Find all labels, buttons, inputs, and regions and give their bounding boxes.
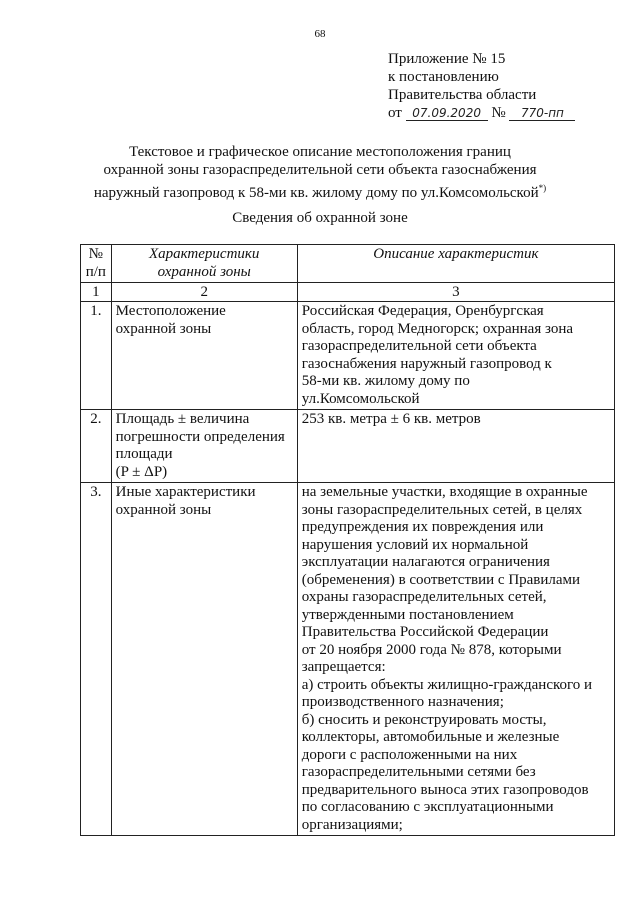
row-description-line: Российская Федерация, Оренбургская (301, 303, 544, 319)
page-number: 68 (314, 28, 326, 40)
row-description-line: от 20 ноября 2000 года № 878, которыми (301, 641, 562, 658)
appendix-line-2: к постановлению (388, 69, 499, 85)
row-description-line: ул.Комсомольской (301, 390, 420, 407)
row-characteristic (111, 410, 297, 483)
row-description-line: (обременения) в соответствии с Правилами (301, 571, 581, 588)
row-description-line: а) строить объекты жилищно-гражданского и (301, 676, 593, 693)
row-description (297, 483, 614, 836)
document-title (0, 143, 640, 202)
row-characteristic-line: Иные характеристики (115, 484, 256, 500)
header-characteristics-line-1: Характеристики (148, 246, 260, 262)
appendix-line-1: Приложение № 15 (388, 51, 506, 67)
row-description-line: на земельные участки, входящие в охранные (301, 484, 588, 500)
appendix-line-3: Правительства области (388, 87, 537, 103)
row-description-line: газораспределительной сети объекта (301, 338, 537, 354)
row-characteristic-line: охранной зоны (115, 501, 212, 518)
row-characteristic (111, 483, 297, 836)
table-row (81, 410, 615, 483)
row-description-line: охраны газораспределительных сетей, (301, 589, 547, 605)
row-description-line: организациями; (301, 816, 403, 833)
column-number-row (81, 283, 615, 302)
title-line-1: Текстовое и графическое описание местоположения границ (129, 144, 511, 160)
column-number-3: 3 (297, 283, 614, 302)
protection-zone-table (80, 244, 615, 836)
row-description-line: Правительства Российской Федерации (301, 624, 549, 640)
title-line-2: охранной зоны газораспределительной сети объекта газоснабжения (103, 162, 537, 178)
header-number-line-1: № (88, 246, 103, 262)
row-description-line: запрещается: (301, 659, 386, 675)
header-characteristics-line-2: охранной зоны (157, 263, 251, 280)
row-description-line: предварительного выноса этих газопроводов (301, 781, 589, 798)
column-number-1: 1 (81, 283, 112, 302)
row-description-line: коллекторы, автомобильные и железные (301, 729, 560, 745)
row-description-line: предупреждения их повреждения или (301, 519, 544, 535)
footnote-mark: *) (538, 183, 547, 193)
section-title: Сведения об охранной зоне (232, 210, 408, 226)
header-number (81, 245, 112, 283)
row-description (297, 302, 614, 410)
header-description: Описание характеристик (297, 245, 614, 283)
row-description-line: газоснабжения наружный газопровод к (301, 355, 552, 372)
row-description-line: 58-ми кв. жилому дому по (301, 373, 470, 389)
row-description-line: эксплуатации налагаются ограничения (301, 554, 550, 570)
row-description-line: нарушения условий их нормальной (301, 536, 529, 553)
row-description (297, 410, 614, 483)
row-description-line: область, город Медногорск; охранная зона (301, 320, 574, 337)
row-characteristic (111, 302, 297, 410)
row-description-line: по согласованию с эксплуатационными (301, 799, 554, 815)
appendix-block (388, 50, 575, 122)
appendix-date-line (388, 104, 575, 122)
row-characteristic-line: (P ± ΔP) (115, 463, 168, 480)
row-description-line: б) сносить и реконструировать мосты, (301, 711, 547, 728)
table-row (81, 483, 615, 836)
row-description-line: утвержденными постановлением (301, 606, 514, 623)
row-characteristic-line: площади (115, 446, 173, 462)
title-line-3-text: наружный газопровод к 58-ми кв. жилому дому по ул.Комсомольской (93, 185, 539, 201)
row-description-line: зоны газораспределительных сетей, в целях (301, 501, 583, 518)
row-number: 2. (81, 410, 112, 483)
column-number-2: 2 (111, 283, 297, 302)
row-description-line: газораспределительными сетями без (301, 764, 536, 780)
row-number: 1. (81, 302, 112, 410)
title-line-3 (0, 179, 640, 202)
row-characteristic-line: погрешности определения (115, 428, 285, 445)
number-label: № (491, 105, 506, 121)
handwritten-date: 07.09.2020 (406, 107, 488, 121)
from-label: от (388, 105, 402, 121)
header-number-line-2: п/п (85, 263, 106, 280)
row-description-line: дороги с расположенными на них (301, 746, 518, 763)
row-characteristic-line: Местоположение (115, 303, 226, 319)
row-description-line: производственного назначения; (301, 694, 504, 710)
table-row (81, 302, 615, 410)
handwritten-number: 770-пп (509, 107, 575, 121)
row-number: 3. (81, 483, 112, 836)
row-characteristic-line: Площадь ± величина (115, 411, 250, 427)
row-characteristic-line: охранной зоны (115, 320, 212, 337)
header-characteristics (111, 245, 297, 283)
table-header-row (81, 245, 615, 283)
row-description-line: 253 кв. метра ± 6 кв. метров (301, 411, 481, 427)
